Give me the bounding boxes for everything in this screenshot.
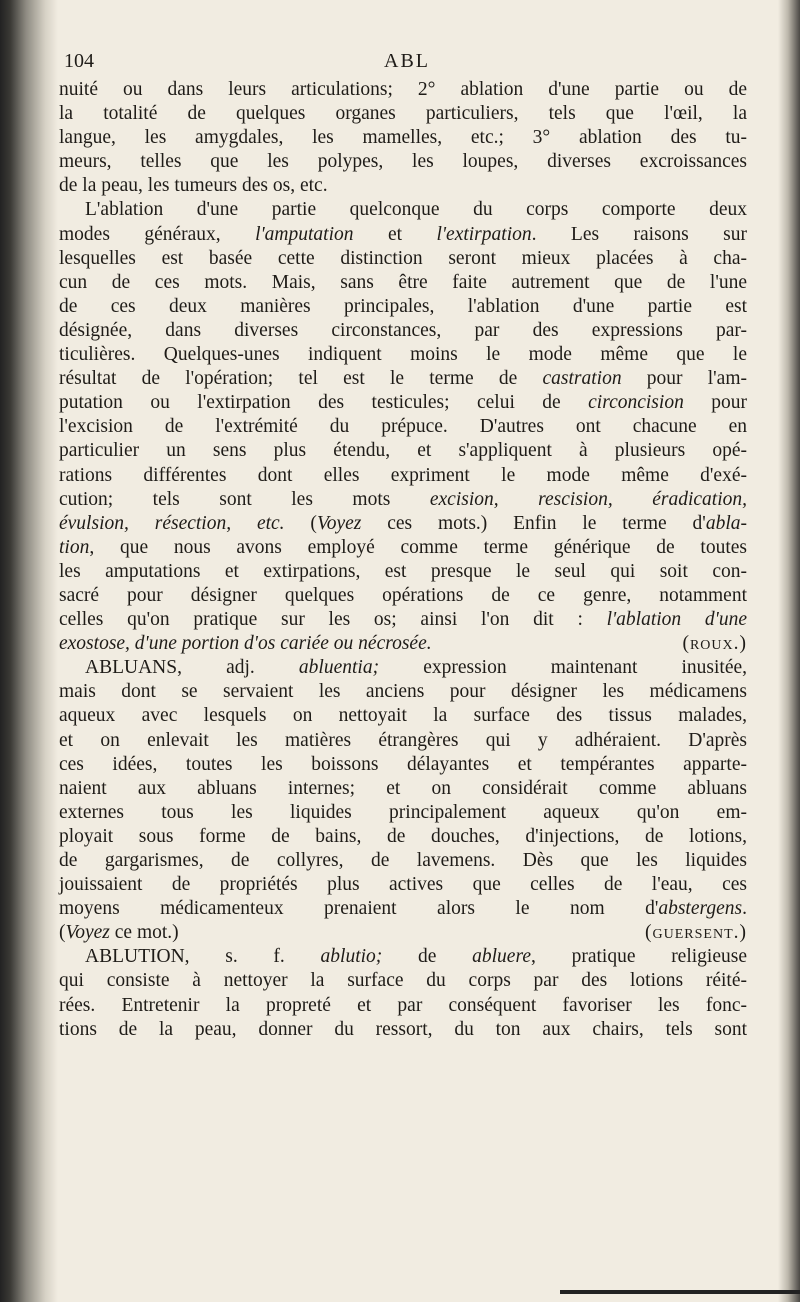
- text-line: naient aux abluans internes; et on considérait comme abluans: [59, 777, 747, 799]
- text-line: celles qu'on pratique sur les os; ainsi l'on dit : l'ablation d'une: [59, 609, 747, 631]
- author-signature: (guersent.): [645, 922, 747, 944]
- text-line: évulsion, résection, etc. (Voyez ces mots.) Enfin le terme d'abla-: [59, 512, 747, 534]
- text-line: putation ou l'extirpation des testicules; celui de circoncision pour: [59, 392, 747, 414]
- text-line: modes généraux, l'amputation et l'extirpation. Les raisons sur: [59, 223, 747, 245]
- text-line: l'excision de l'extrémité du prépuce. D'autres ont chacune en: [59, 416, 747, 438]
- text-line: ployait sous forme de bains, de douches, d'injections, de lotions,: [59, 825, 747, 847]
- text-line: tions de la peau, donner du ressort, du ton aux chairs, tels sont: [59, 1018, 747, 1040]
- page-edge-line: [560, 1290, 800, 1294]
- text-line: L'ablation d'une partie quelconque du corps comporte deux: [85, 199, 747, 221]
- text-line: ticulières. Quelques-unes indiquent moins le mode même que le: [59, 344, 747, 366]
- entry-term: ABLUANS: [85, 657, 178, 679]
- entry-ablution: [59, 945, 747, 1041]
- text-line: les amputations et extirpations, est presque le seul qui soit con-: [59, 560, 747, 582]
- entry-term: ABLUTION: [85, 946, 185, 968]
- entry-abluans: [59, 656, 747, 945]
- text-line: particulier un sens plus étendu, et s'appliquent à plusieurs opé-: [59, 440, 747, 462]
- text-line: jouissaient de propriétés plus actives que celles de l'eau, ces: [59, 874, 747, 896]
- text-line: résultat de l'opération; tel est le terme de castration pour l'am-: [59, 368, 747, 390]
- text-line: tion, que nous avons employé comme terme générique de toutes: [59, 536, 747, 558]
- text-line: de ces deux manières principales, l'ablation d'une partie est: [59, 295, 747, 317]
- running-head: ABL: [384, 50, 430, 72]
- text-line: langue, les amygdales, les mamelles, etc.; 3° ablation des tu-: [59, 127, 747, 149]
- text-line: cution; tels sont les mots excision, rescision, éradication,: [59, 488, 747, 510]
- book-page: [59, 44, 747, 1042]
- text-line: ABLUANS, adj. abluentia; expression maintenant inusitée,: [85, 657, 748, 679]
- text-line: et on enlevait les matières étrangères qui y adhéraient. D'après: [59, 729, 747, 751]
- text-line: ABLUTION, s. f. ablutio; de abluere, pratique religieuse: [85, 946, 747, 968]
- text-line: rations différentes dont elles expriment le mode même d'exé-: [59, 464, 747, 486]
- text-line: lesquelles est basée cette distinction seront mieux placées à cha-: [59, 247, 747, 269]
- author-signature: (roux.): [682, 633, 747, 655]
- text-line: la totalité de quelques organes particuliers, tels que l'œil, la: [59, 103, 747, 125]
- text-line: meurs, telles que les polypes, les loupes, diverses excroissances: [59, 151, 747, 173]
- text-line: nuité ou dans leurs articulations; 2° ablation d'une partie ou de: [59, 79, 747, 100]
- text-line: aqueux avec lesquels on nettoyait la surface des tissus malades,: [59, 705, 747, 727]
- text-line: externes tous les liquides principalement aqueux qu'on em-: [59, 801, 747, 823]
- text-line: cun de ces mots. Mais, sans être faite autrement que de l'une: [59, 271, 747, 293]
- text-line: qui consiste à nettoyer la surface du corps par des lotions réité-: [59, 970, 747, 992]
- page-number: 104: [64, 50, 94, 72]
- book-gutter-shadow: [0, 0, 58, 1302]
- text-line: exostose, d'une portion d'os cariée ou nécrosée. (roux.): [59, 632, 747, 656]
- page-header: [59, 44, 747, 78]
- text-line: désignée, dans diverses circonstances, par des expressions par-: [59, 319, 747, 341]
- text-line: ces idées, toutes les boissons délayantes et tempérantes apparte-: [59, 753, 747, 775]
- text-line: de la peau, les tumeurs des os, etc.: [59, 175, 328, 197]
- page-edge-shadow: [778, 0, 800, 1302]
- text-line: moyens médicamenteux prenaient alors le nom d'abstergens.: [59, 898, 747, 920]
- paragraph-ablation-modes: [59, 198, 747, 656]
- text-line: sacré pour désigner quelques opérations de ce genre, notamment: [59, 584, 747, 606]
- text-line: rées. Entretenir la propreté et par conséquent favoriser les fonc-: [59, 994, 747, 1016]
- text-line: (Voyez ce mot.) (guersent.): [59, 921, 747, 945]
- text-line: mais dont se servaient les anciens pour désigner les médicamens: [59, 681, 747, 703]
- paragraph-ablation-continued: [59, 78, 747, 198]
- text-line: de gargarismes, de collyres, de lavemens. Dès que les liquides: [59, 850, 747, 871]
